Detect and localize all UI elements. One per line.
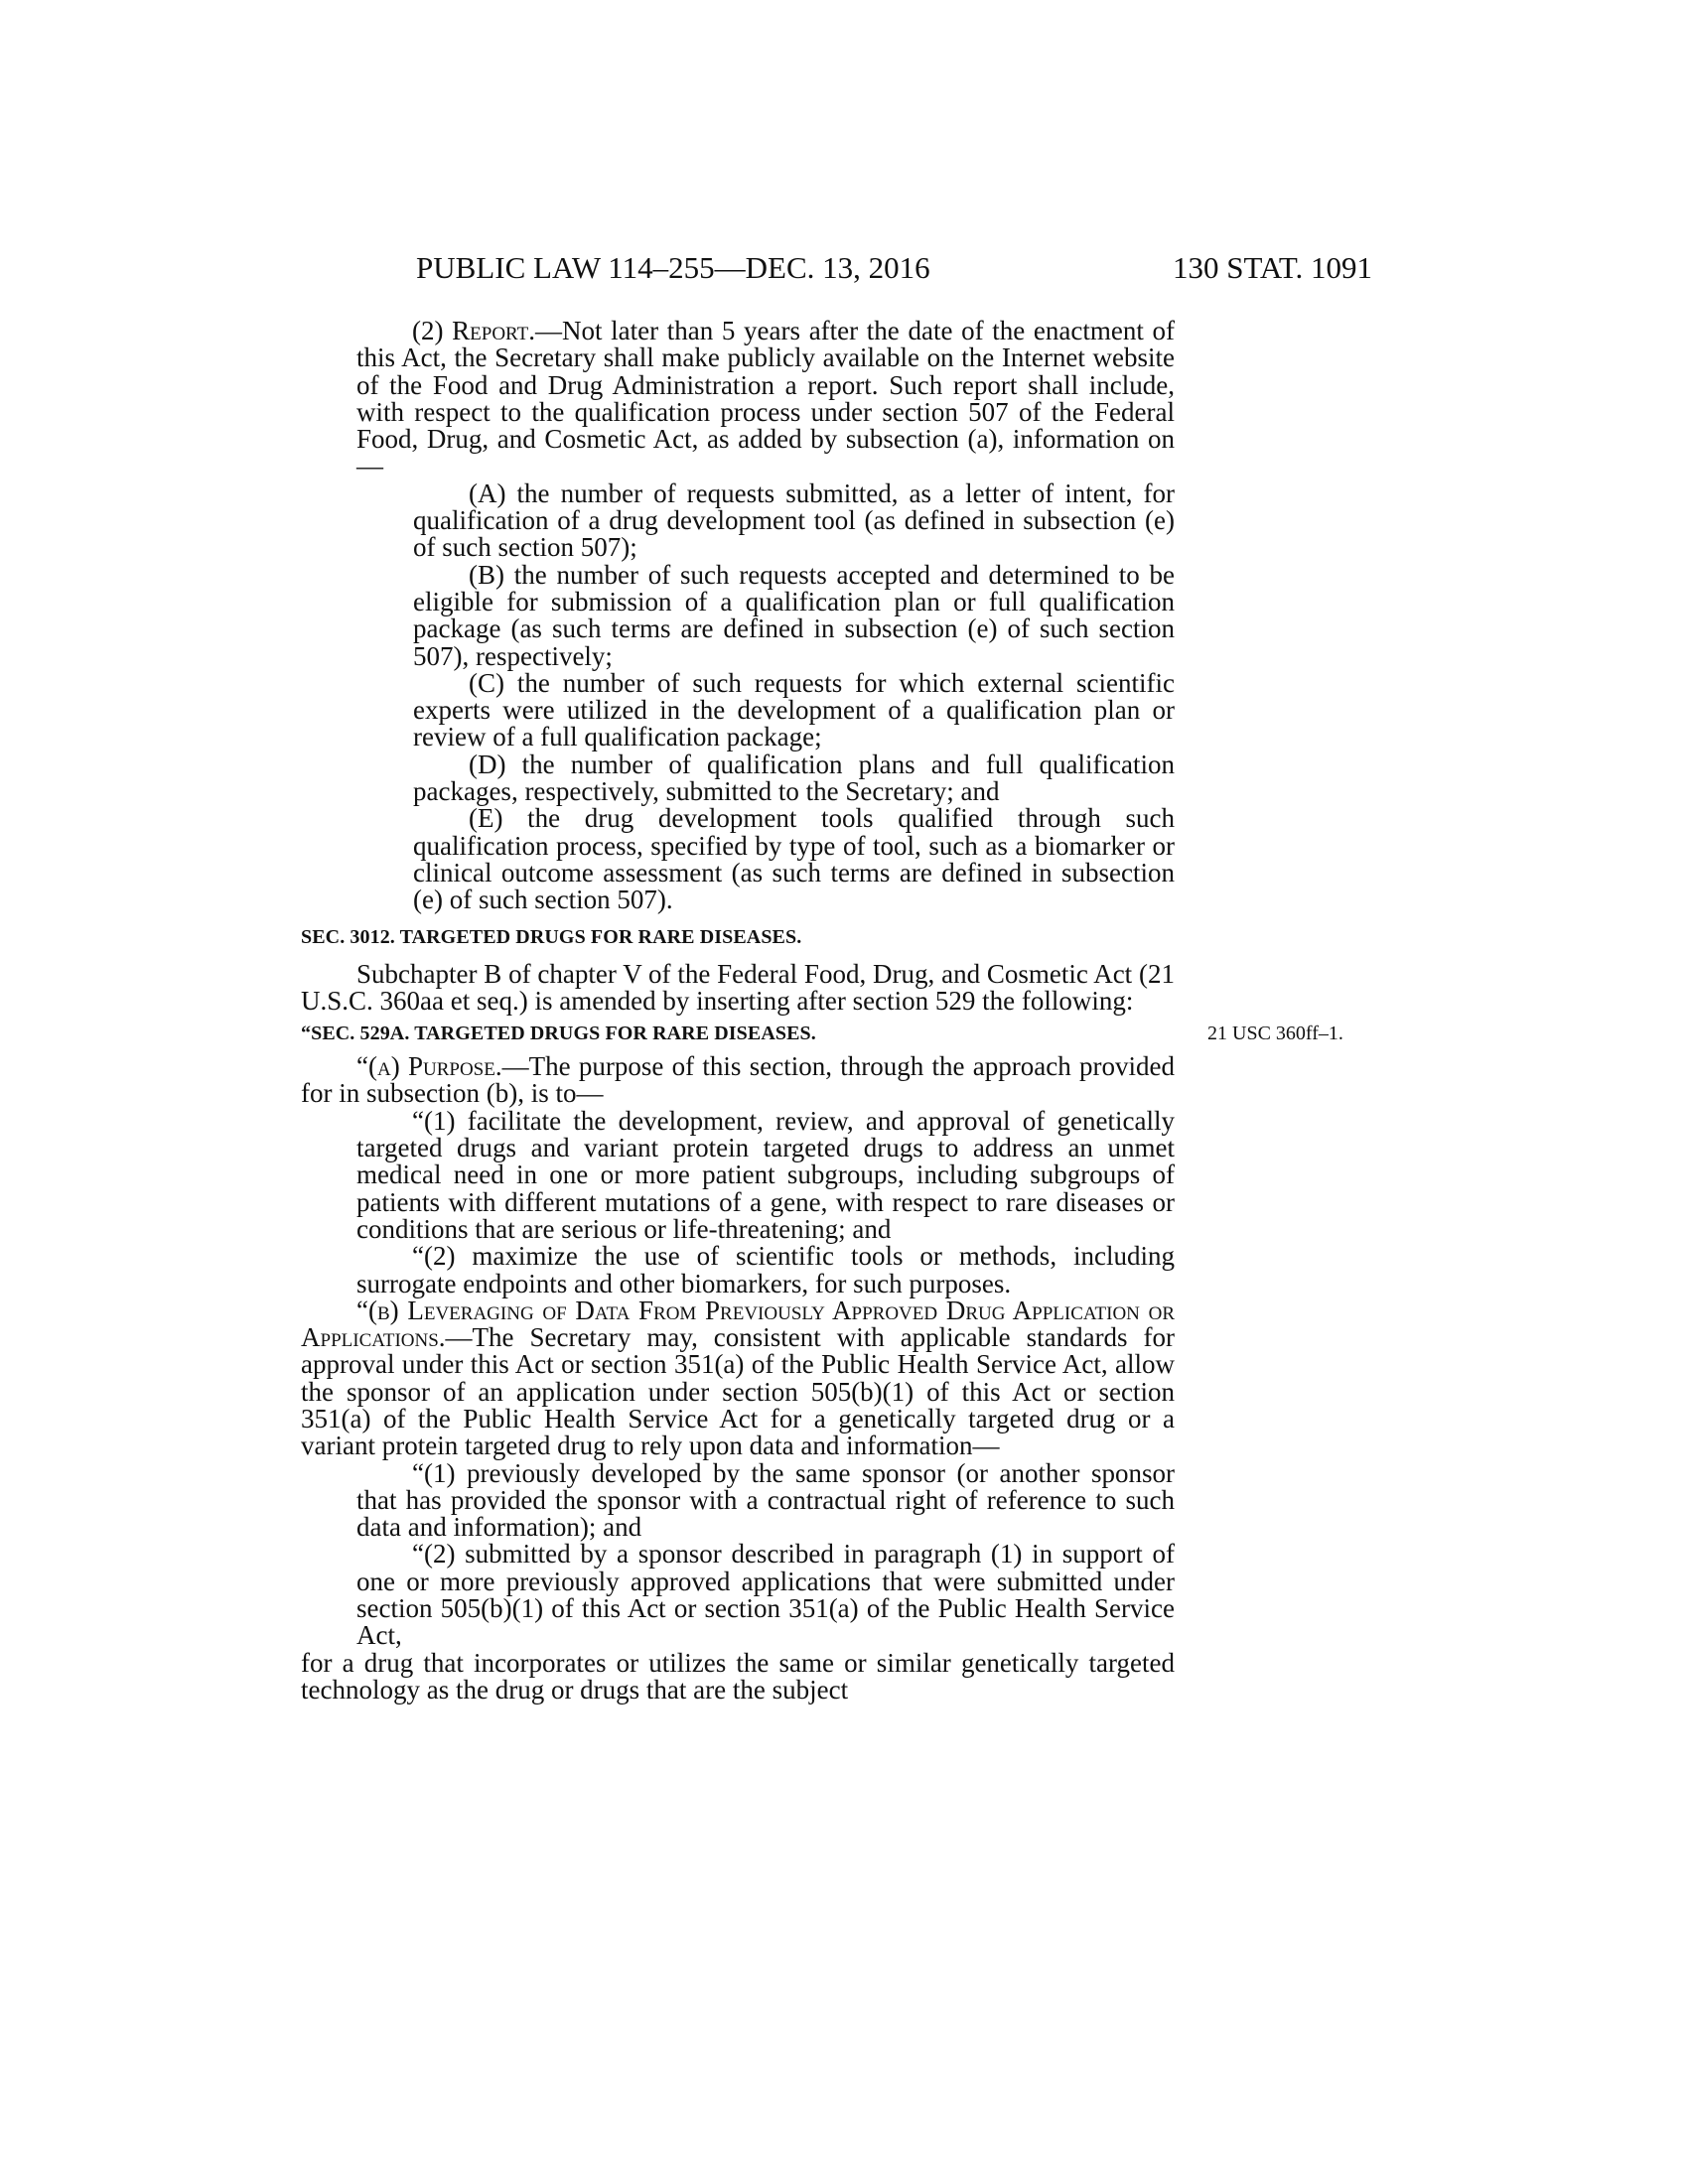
page-title: PUBLIC LAW 114–255—DEC. 13, 2016	[416, 250, 930, 285]
subsection-b-text: —The Secretary may, consistent with applicable standards for approval under this Act or section 351(a) of the Public Health Service Act, allow the sponsor of an application under section 505(b)(1) of this Act or section 351(a) of the Public Health Service Act for a genetically targeted drug or a variant protein targeted drug to rely upon data and information—	[301, 1322, 1175, 1461]
statute-page-number: 130 STAT. 1091	[1172, 250, 1372, 285]
running-head	[298, 250, 1372, 290]
subsection-b-label: “(b) Leveraging of Data From Previously Approved Drug Application or Applications.	[301, 1295, 1175, 1353]
section-529a-heading-row	[301, 1021, 1343, 1047]
report-item-e: (E) the drug development tools qualified through such qualification process, specified by type of tool, such as a biomarker or clinical outcome assessment (as such terms are defined in subsection (e) of such section 507).	[413, 803, 1175, 915]
subsection-b-tail: for a drug that incorporates or utilizes the same or similar genetically targeted technology as the drug or drugs that are the subject	[301, 1647, 1175, 1705]
subsection-b	[301, 1297, 1175, 1460]
document-body	[301, 316, 1343, 1705]
subsection-a-text: —The purpose of this section, through the approach provided for in subsection (b), is to—	[301, 1051, 1176, 1109]
subsection-b-item-2: “(2) submitted by a sponsor described in paragraph (1) in support of one or more previously approved applications that were submitted under section 505(b)(1) of this Act or section 351(a) of the Public Health Service Act,	[356, 1539, 1175, 1651]
report-item-d: (D) the number of qualification plans and full qualification packages, respectively, submitted to the Secretary; and	[413, 749, 1175, 807]
section-3012-text: Subchapter B of chapter V of the Federal Food, Drug, and Cosmetic Act (21 U.S.C. 360aa et seq.) is amended by inserting after section 529 the following:	[301, 958, 1175, 1016]
report-item-c: (C) the number of such requests for which external scientific experts were utilized in the development of a qualification plan or review of a full qualification package;	[413, 667, 1175, 752]
subsection-a-item-2: “(2) maximize the use of scientific tools or methods, including surrogate endpoints and other biomarkers, for such purposes.	[356, 1241, 1175, 1298]
subsection-a	[301, 1053, 1175, 1108]
report-item-b: (B) the number of such requests accepted and determined to be eligible for submission of a qualification plan or full qualification package (as such terms are defined in subsection (e) of such section 507), respectively;	[413, 559, 1175, 671]
report-intro: —Not later than 5 years after the date of the enactment of this Act, the Secretary shall make publicly available on the Internet website of the Food and Drug Administration a report. Such report shall include, with respect to the qualification process under section 507 of the Federal Food, Drug, and Cosmetic Act, as added by subsection (a), information on—	[356, 316, 1175, 481]
subsection-b-item-1: “(1) previously developed by the same sponsor (or another sponsor that has provided the sponsor with a contractual right of reference to such data and information); and	[356, 1457, 1175, 1543]
subsection-a-label: “(a) Purpose.	[356, 1051, 502, 1082]
usc-margin-note: 21 USC 360ff–1.	[1207, 1023, 1343, 1045]
section-529a-heading: “SEC. 529A. TARGETED DRUGS FOR RARE DISEASES.	[301, 1023, 816, 1045]
subsection-a-item-1: “(1) facilitate the development, review, and approval of genetically targeted drugs and variant protein targeted drugs to address an unmet medical need in one or more patient subgroups, including subgroups of patients with different mutations of a gene, with respect to rare diseases or conditions that are serious or life-threatening; and	[356, 1105, 1175, 1244]
report-heading: (2) Report.	[412, 316, 535, 345]
report-paragraph	[356, 318, 1175, 480]
section-3012-heading: SEC. 3012. TARGETED DRUGS FOR RARE DISEASES.	[301, 925, 802, 948]
report-item-a: (A) the number of requests submitted, as a letter of intent, for qualification of a drug development tool (as defined in subsection (e) of such section 507);	[413, 478, 1175, 563]
